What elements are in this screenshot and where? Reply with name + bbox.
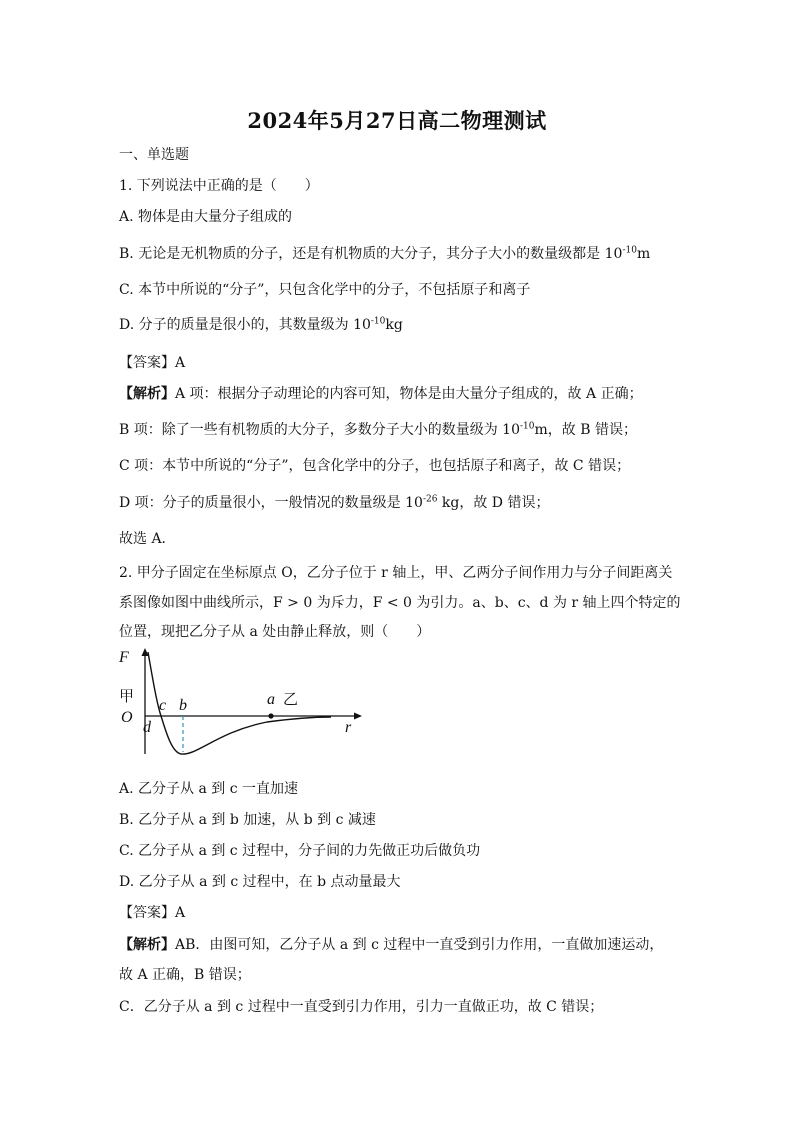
- q1-analysis-d: D 项：分子的质量很小，一般情况的数量级是 $10^{-26}$ kg，故 D 错误；: [119, 494, 550, 511]
- q2-option-a: A. 乙分子从 a 到 c 一直加速: [119, 781, 298, 797]
- q1-option-d: D. 分子的质量是很小的，其数量级为 $10^{-10}kg$: [119, 316, 403, 333]
- page-title: 2024年5月27日高二物理测试: [247, 108, 547, 133]
- r-axis-arrow: [354, 713, 362, 720]
- point-a-marker: [268, 713, 273, 718]
- label-jia: 甲: [119, 689, 135, 705]
- q1-analysis-b: B 项：除了一些有机物质的大分子，多数分子大小的数量级为 $10^{-10}m$，故 B 错误；: [119, 421, 637, 438]
- q2-analysis-c: C．乙分子从 a 到 c 过程中一直受到引力作用，引力一直做正功，故 C 错误；: [119, 999, 604, 1015]
- q1-answer: 【答案】A: [119, 355, 186, 371]
- q2-option-b: B. 乙分子从 a 到 b 加速，从 b 到 c 减速: [119, 812, 376, 828]
- r-axis-label: r: [345, 719, 352, 736]
- label-yi: 乙: [283, 692, 299, 708]
- q2-stem-line3: 位置，现把乙分子从 a 处由静止释放，则（ ）: [119, 624, 431, 640]
- q2-option-c: C. 乙分子从 a 到 c 过程中，分子间的力先做正功后做负功: [119, 843, 481, 859]
- f-axis-arrow: [142, 648, 149, 656]
- q1-conclusion: 故选 A．: [119, 531, 176, 547]
- q1-option-c: C. 本节中所说的“分子”，只包含化学中的分子，不包括原子和离子: [119, 282, 531, 298]
- section-heading: 一、单选题: [119, 147, 189, 163]
- q2-answer: 【答案】A: [119, 905, 186, 921]
- label-c: c: [159, 697, 167, 714]
- q2-analysis-ab-line2: 故 A 正确，B 错误；: [119, 967, 251, 983]
- label-d: d: [143, 719, 151, 736]
- q2-analysis-ab-line1: 【解析】AB．由图可知，乙分子从 a 到 c 过程中一直受到引力作用，一直做加速运动，: [119, 937, 664, 953]
- origin-label: O: [121, 709, 133, 726]
- q1-stem: 1. 下列说法中正确的是（ ）: [119, 178, 319, 194]
- force-distance-diagram: [117, 646, 367, 758]
- label-b: b: [179, 697, 187, 714]
- force-curve: [148, 652, 331, 754]
- q2-option-d: D. 乙分子从 a 到 c 过程中，在 b 点动量最大: [119, 874, 401, 890]
- q1-option-b: B. 无论是无机物质的分子，还是有机物质的大分子，其分子大小的数量级都是 $10^{-10}m$: [119, 245, 651, 262]
- q1-analysis-a: 【解析】A 项：根据分子动理论的内容可知，物体是由大量分子组成的，故 A 正确；: [119, 386, 643, 402]
- q2-stem-line1: 2. 甲分子固定在坐标原点 O，乙分子位于 r 轴上，甲、乙两分子间作用力与分子间距离关: [119, 565, 673, 581]
- label-a: a: [267, 691, 275, 708]
- f-axis-label: F: [119, 649, 129, 666]
- q1-option-a: A. 物体是由大量分子组成的: [119, 209, 293, 225]
- q2-stem-line2: 系图像如图中曲线所示，F > 0 为斥力，F < 0 为引力。a、b、c、d 为 r 轴上四个特定的: [119, 595, 681, 611]
- q1-analysis-c: C 项：本节中所说的“分子”，包含化学中的分子，也包括原子和离子，故 C 错误；: [119, 458, 631, 474]
